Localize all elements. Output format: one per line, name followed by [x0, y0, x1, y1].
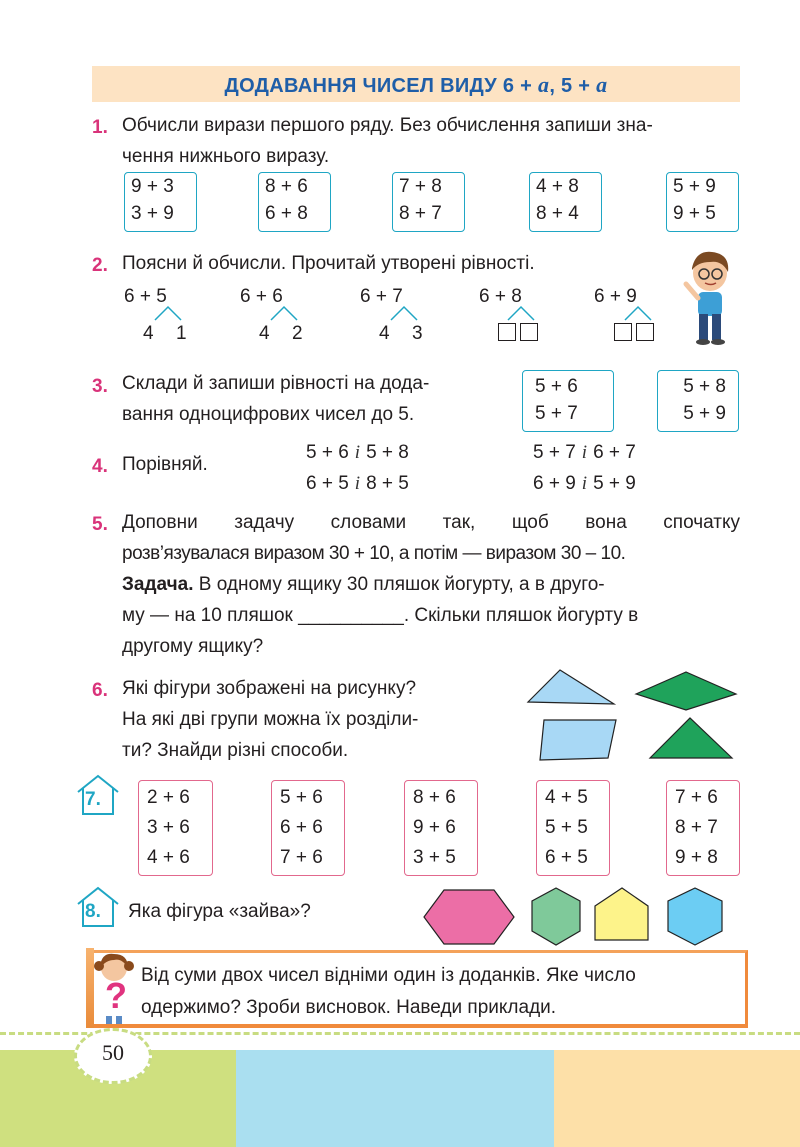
- task4-number: 4.: [92, 456, 108, 477]
- task4-compare-4: [533, 473, 636, 495]
- task3-box-top: 5 + 6: [535, 376, 578, 397]
- task7-expr: 6 + 5: [545, 847, 588, 868]
- task2-expr-4: 6 + 8: [479, 286, 522, 307]
- answer-square[interactable]: [498, 323, 516, 341]
- rhombus-green: [636, 672, 736, 710]
- task3-line1: Склади й запиши рівності на дода-: [122, 373, 430, 394]
- task2-text: Поясни й обчисли. Прочитай утворені рівності.: [122, 253, 535, 274]
- note-line2: одержимо? Зроби висновок. Наведи приклади.: [141, 997, 557, 1018]
- task1-pair-top: 7 + 8: [399, 176, 442, 197]
- task1-number: 1.: [92, 117, 108, 138]
- task4-right: 8 + 5: [366, 473, 409, 494]
- task2-expr-2: 6 + 6: [240, 286, 283, 307]
- task3-box-top: 5 + 8: [683, 376, 726, 397]
- task7-expr: 7 + 6: [280, 847, 323, 868]
- girl-question-icon: [90, 952, 138, 1028]
- task4-left: 5 + 7: [533, 442, 576, 463]
- task1-pair-bottom: 9 + 5: [673, 203, 716, 224]
- task4-right: 5 + 9: [593, 473, 636, 494]
- task5-line1: Доповни задачу словами так, щоб вона спочатку: [122, 512, 740, 533]
- task7-expr: 2 + 6: [147, 787, 190, 808]
- task7-expr: 5 + 6: [280, 787, 323, 808]
- task5-line4: му — на 10 пляшок __________. Скільки пляшок йогурту в: [122, 605, 639, 626]
- pentagon-yellow: [595, 888, 648, 940]
- hexagon-green: [532, 888, 580, 945]
- task6-line3: ти? Знайди різні способи.: [122, 740, 349, 761]
- task7-expr: 8 + 7: [675, 817, 718, 838]
- task2-expr-5: 6 + 9: [594, 286, 637, 307]
- task6-shapes: [520, 660, 750, 770]
- task7-col-5: [666, 780, 740, 876]
- task4-compare-2: [306, 473, 409, 495]
- task1-pair-bottom: 8 + 4: [536, 203, 579, 224]
- task3-line2: вання одноцифрових чисел до 5.: [122, 404, 415, 425]
- task1-pair-top: 5 + 9: [673, 176, 716, 197]
- answer-square[interactable]: [520, 323, 538, 341]
- task3-box-bottom: 5 + 9: [683, 403, 726, 424]
- task7-number: 7.: [85, 789, 101, 810]
- task4-left: 6 + 9: [533, 473, 576, 494]
- task5-line5: другому ящику?: [122, 636, 264, 657]
- task7-expr: 8 + 6: [413, 787, 456, 808]
- task5-bold: Задача.: [122, 574, 194, 595]
- task8-shapes: [420, 884, 730, 950]
- footer-band-peach: [554, 1050, 800, 1147]
- task1-line2: чення нижнього виразу.: [122, 146, 330, 167]
- quadrilateral-light-blue: [540, 720, 616, 760]
- task2-part-a-1: 4: [143, 323, 154, 344]
- task1-pair-top: 8 + 6: [265, 176, 308, 197]
- task6-number: 6.: [92, 680, 108, 701]
- task7-expr: 3 + 5: [413, 847, 456, 868]
- task4-right: 5 + 8: [366, 442, 409, 463]
- task2-part-b-3: 3: [412, 323, 423, 344]
- task5-line2: розв’язувалася виразом 30 + 10, а потім — виразом 30 – 10.: [122, 543, 626, 564]
- task1-pair-top: 4 + 8: [536, 176, 579, 197]
- task6-line1: Які фігури зображені на рисунку?: [122, 678, 417, 699]
- task7-expr: 3 + 6: [147, 817, 190, 838]
- task4-compare-1: [306, 442, 409, 464]
- compare-marker: і: [581, 442, 588, 463]
- svg-text:?: ?: [105, 975, 127, 1016]
- task4-compare-3: [533, 442, 636, 464]
- task4-right: 6 + 7: [593, 442, 636, 463]
- task8-text: Яка фігура «зайва»?: [128, 901, 311, 922]
- task7-expr: 9 + 8: [675, 847, 718, 868]
- task7-expr: 5 + 5: [545, 817, 588, 838]
- task5-line3: [122, 569, 605, 600]
- page-title: ДОДАВАННЯ ЧИСЕЛ ВИДУ 6 + a, 5 + a: [224, 72, 608, 97]
- answer-square[interactable]: [614, 323, 632, 341]
- task1-pair-bottom: 6 + 8: [265, 203, 308, 224]
- task8-number: 8.: [85, 901, 101, 922]
- note-line1: Від суми двох чисел відніми один із доданків. Яке число: [141, 965, 636, 986]
- task1-pair-bottom: 3 + 9: [131, 203, 174, 224]
- task5-number: 5.: [92, 514, 108, 535]
- task7-col-1: [138, 780, 213, 876]
- task2-part-a-2: 4: [259, 323, 270, 344]
- compare-marker: і: [354, 442, 361, 463]
- task7-expr: 4 + 5: [545, 787, 588, 808]
- task6-line2: На які дві групи можна їх розділи-: [122, 709, 419, 730]
- boy-illustration: [672, 248, 742, 348]
- task4-left: 5 + 6: [306, 442, 349, 463]
- compare-marker: і: [581, 473, 588, 494]
- task2-part-a-3: 4: [379, 323, 390, 344]
- task4-text: Порівняй.: [122, 454, 208, 475]
- task2-part-b-2: 2: [292, 323, 303, 344]
- task7-expr: 4 + 6: [147, 847, 190, 868]
- task7-expr: 6 + 6: [280, 817, 323, 838]
- task4-left: 6 + 5: [306, 473, 349, 494]
- task7-col-2: [271, 780, 345, 876]
- task3-box-bottom: 5 + 7: [535, 403, 578, 424]
- task2-expr-3: 6 + 7: [360, 286, 403, 307]
- task1-pair-top: 9 + 3: [131, 176, 174, 197]
- task5-line3-text: В одному ящику 30 пляшок йогурту, а в друго-: [193, 574, 605, 595]
- task2-expr-1: 6 + 5: [124, 286, 167, 307]
- footer-band-blue: [236, 1050, 554, 1147]
- task7-expr: 7 + 6: [675, 787, 718, 808]
- task3-box-1: [522, 370, 614, 432]
- page-number: 50: [102, 1040, 124, 1065]
- task7-col-4: [536, 780, 610, 876]
- task7-col-3: [404, 780, 478, 876]
- answer-square[interactable]: [636, 323, 654, 341]
- triangle-green: [650, 718, 732, 758]
- task3-number: 3.: [92, 376, 108, 397]
- hexagon-pink: [424, 890, 514, 944]
- task2-part-b-1: 1: [176, 323, 187, 344]
- triangle-light-blue: [528, 670, 614, 704]
- task1-pair-bottom: 8 + 7: [399, 203, 442, 224]
- task3-box-2: [657, 370, 739, 432]
- task1-line1: Обчисли вирази першого ряду. Без обчислення запиши зна-: [122, 115, 653, 136]
- hexagon-blue: [668, 888, 722, 945]
- compare-marker: і: [354, 473, 361, 494]
- task7-expr: 9 + 6: [413, 817, 456, 838]
- task2-number: 2.: [92, 255, 108, 276]
